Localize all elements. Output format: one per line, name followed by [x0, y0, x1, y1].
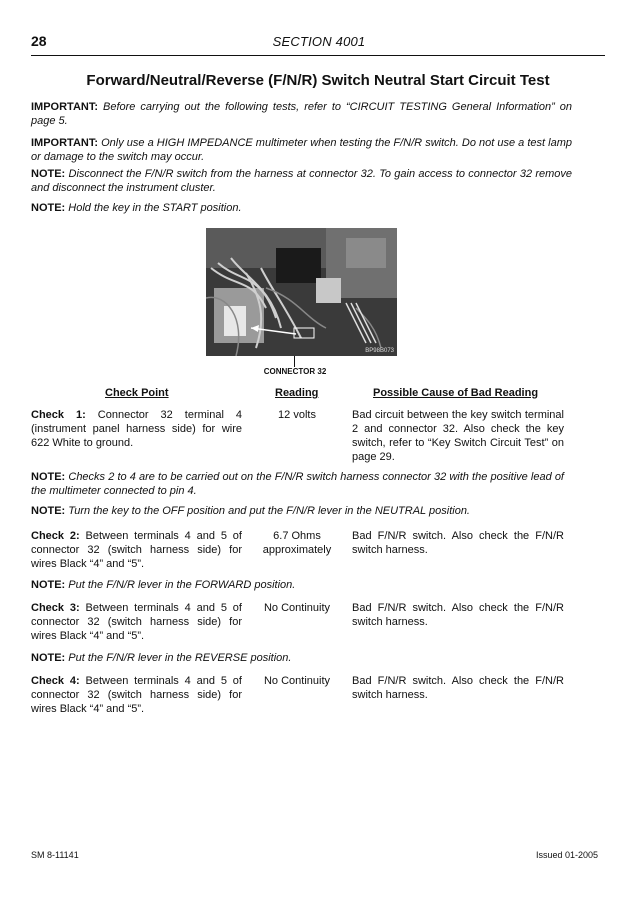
page-number: 28: [31, 33, 47, 49]
header-rule: [31, 55, 605, 56]
check-text: Between terminals 4 and 5 of connector 32 (switch harness side) for wires Black “4” and “5”.: [31, 530, 242, 570]
check-1-point: [31, 408, 242, 450]
wiring-harness-illustration: [206, 228, 397, 356]
connector-photo: [206, 228, 397, 356]
section-title: SECTION 4001: [272, 34, 366, 49]
note-label: NOTE:: [31, 168, 66, 180]
note-label: IMPORTANT:: [31, 137, 99, 149]
check-2-cause: Bad F/N/R switch. Also check the F/N/R switch harness.: [352, 530, 564, 556]
figure-caption: CONNECTOR 32: [263, 367, 327, 376]
note-text: Disconnect the F/N/R switch from the harness at connector 32. To gain access to connector 32 remove and disconnect the instrument cluster.: [31, 168, 573, 194]
note-label: NOTE:: [31, 505, 66, 517]
column-header-check-point: Check Point: [105, 387, 169, 399]
check-1-reading: 12 volts: [278, 409, 316, 421]
note-hold-key: [31, 201, 572, 215]
note-important-2: [31, 136, 572, 164]
note-text: Hold the key in the START position.: [68, 202, 242, 214]
check-3-reading: No Continuity: [263, 602, 331, 614]
check-2-reading: 6.7 Ohms approximately: [262, 530, 332, 556]
check-1-cause: Bad circuit between the key switch terminal 2 and connector 32. Also check the key switch, refer to “Key Switch Circuit Test” on page 29.: [352, 409, 564, 463]
note-text: Turn the key to the OFF position and put the F/N/R lever in the NEUTRAL position.: [68, 505, 470, 517]
check-2-point: [31, 529, 242, 571]
note-label: NOTE:: [31, 652, 66, 664]
note-text: Put the F/N/R lever in the REVERSE position.: [68, 652, 292, 664]
check-4-point: [31, 674, 242, 716]
note-checks-2-4: [31, 470, 564, 498]
check-text: Between terminals 4 and 5 of connector 32 (switch harness side) for wires Black “4” and “5”.: [31, 602, 242, 642]
note-text: Only use a HIGH IMPEDANCE multimeter when testing the F/N/R switch. Do not use a test lamp or damage to the switch may occur.: [31, 137, 572, 163]
note-label: NOTE:: [31, 202, 66, 214]
note-neutral: [31, 504, 564, 518]
footer-manual-code: SM 8-11141: [31, 850, 79, 860]
note-text: Before carrying out the following tests, refer to “CIRCUIT TESTING General Information” on page 5.: [31, 101, 572, 127]
column-header-possible-cause: Possible Cause of Bad Reading: [373, 387, 539, 399]
check-text: Between terminals 4 and 5 of connector 32 (switch harness side) for wires Black “4” and “5”.: [31, 675, 242, 715]
note-text: Put the F/N/R lever in the FORWARD position.: [68, 579, 296, 591]
check-label: Check 3:: [31, 602, 80, 614]
note-forward: [31, 578, 564, 592]
check-label: Check 1:: [31, 409, 86, 421]
caption-leader-line: [294, 356, 295, 367]
note-disconnect: [31, 167, 572, 195]
figure-code: BP98B073: [365, 348, 394, 354]
note-label: NOTE:: [31, 579, 66, 591]
check-label: Check 2:: [31, 530, 80, 542]
note-text: Checks 2 to 4 are to be carried out on the F/N/R switch harness connector 32 with the positive lead of the multimeter connected to pin 4.: [31, 471, 564, 497]
note-reverse: [31, 651, 564, 665]
note-label: IMPORTANT:: [31, 101, 99, 113]
check-3-cause: Bad F/N/R switch. Also check the F/N/R switch harness.: [352, 602, 564, 628]
note-important-1: [31, 100, 572, 128]
column-header-reading: Reading: [275, 387, 319, 399]
check-text: Connector 32 terminal 4 (instrument panel harness side) for wire 622 White to ground.: [31, 409, 242, 449]
check-label: Check 4:: [31, 675, 80, 687]
footer-issue-date: Issued 01-2005: [535, 850, 598, 860]
page-title: Forward/Neutral/Reverse (F/N/R) Switch Neutral Start Circuit Test: [86, 72, 550, 89]
check-4-reading: No Continuity: [263, 675, 331, 687]
check-4-cause: Bad F/N/R switch. Also check the F/N/R switch harness.: [352, 675, 564, 701]
check-3-point: [31, 601, 242, 643]
note-label: NOTE:: [31, 471, 66, 483]
